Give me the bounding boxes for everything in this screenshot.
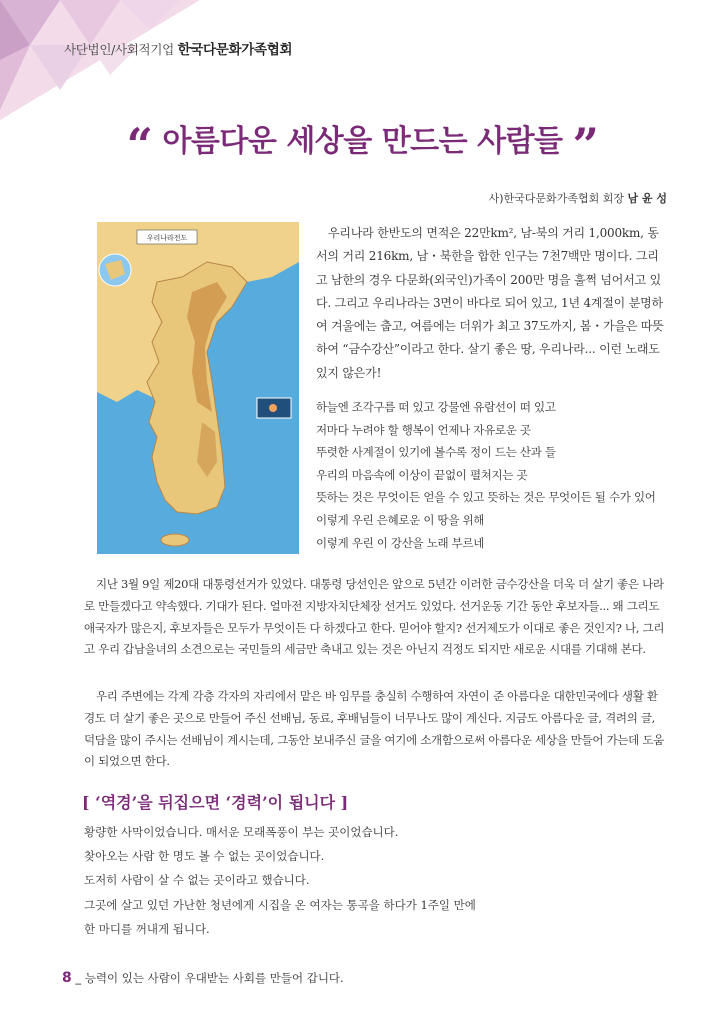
korea-map-image <box>97 222 299 554</box>
author-name: 남 윤 성 <box>627 192 667 205</box>
footer-slogan: 능력이 있는 사람이 우대받는 사회를 만들어 갑니다. <box>84 971 344 985</box>
open-quote-mark: “ <box>126 118 153 172</box>
lyric-line: 하늘엔 조각구름 떠 있고 강물엔 유람선이 떠 있고 <box>316 400 556 414</box>
header-decoration <box>0 0 200 120</box>
map-title: 우리나라전도 <box>146 234 188 242</box>
article-title-text: 아름다운 세상을 만드는 사람들 <box>162 124 563 159</box>
story-line: 찾아오는 사람 한 명도 볼 수 없는 곳이었습니다. <box>84 849 325 864</box>
section-subheading: [ ‘역경’을 뒤집으면 ‘경력’이 됩니다 ] <box>82 793 349 812</box>
page-number: 8 <box>62 970 72 986</box>
story-lines <box>84 820 476 941</box>
body-paragraph-election: 지난 3월 9일 제20대 대통령선거가 있었다. 대통령 당선인은 앞으로 5년간 이러한 금수강산을 더욱 더 살기 좋은 나라로 만들겠다고 약속했다. 기대가 된다. 얼마전 지방자치단체장 선거도 있었다. 선거운동 기간 동안 후보자들... 왜 그리도 애국자가 많은지, 후보자들은 모두가 무엇이든 다 하겠다고 한다. 믿어야 할지? 선거제도가 이대로 좋은 것인지? 나, 그리고 우리 갑남을녀의 소견으로는 국민들의 세금만 축내고 있는 것은 아닌지 걱정도 되지만 새로운 시대를 기대해 본다. <box>84 577 665 657</box>
intro-paragraph: 우리나라 한반도의 면적은 22만km², 남-북의 거리 1,000km, 동서의 거리 216km, 남・북한을 합한 인구는 7천7백만 명이다. 그리고 남한의 경우 다문화(외국인)가족이 200만 명을 훌쩍 넘어서고 있다. 그리고 우리나라는 3면이 바다로 되어 있고, 1년 4계절이 분명하여 겨울에는 춥고, 여름에는 더위가 최고 37도까지, 봄・가을은 따뜻하여 “금수강산”이라고 한다. 살기 좋은 땅, 우리나라... 이런 노래도 있지 않은가! <box>316 226 664 380</box>
page-footer <box>62 970 344 986</box>
lyric-line: 뚜렷한 사계절이 있기에 볼수록 정이 드는 산과 들 <box>316 445 556 460</box>
organization-name: 한국다문화가족협회 <box>177 42 293 58</box>
article-title <box>0 108 725 172</box>
lyric-line: 저마다 누려야 할 행복이 언제나 자유로운 곳 <box>316 422 531 437</box>
story-line: 황량한 사막이었습니다. 매서운 모래폭풍이 부는 곳이었습니다. <box>84 825 399 839</box>
lyric-line: 우리의 마음속에 이상이 끝없이 펼쳐지는 곳 <box>316 467 528 482</box>
lyric-line: 이렇게 우린 은혜로운 이 땅을 위해 <box>316 512 485 527</box>
close-quote-mark: ” <box>572 118 599 172</box>
story-line: 그곳에 살고 있던 가난한 청년에게 시집을 온 여자는 통곡을 하다가 1주일 만에 <box>84 897 476 912</box>
footer-separator: _ <box>75 971 82 985</box>
organization-header <box>64 38 292 58</box>
organization-prefix: 사단법인/사회적기업 <box>64 42 174 57</box>
lyric-line: 이렇게 우린 이 강산을 노래 부르네 <box>316 535 485 550</box>
body-paragraph-people: 우리 주변에는 각계 각층 각자의 자리에서 맡은 바 임무를 충실히 수행하여 자연이 준 아름다운 대한민국에다 생활 환경도 더 살기 좋은 곳으로 만들어 주신 선배님, 동료, 후배님들이 너무나도 많이 계신다. 지금도 아름다운 글, 격려의 글, 덕담을 많이 주시는 선배님이 계시는데, 그동안 보내주신 글을 여기에 소개함으로써 아름다운 세상을 만들어 가는데 도움이 되었으면 한다. <box>84 689 664 769</box>
lyric-line: 뜻하는 것은 무엇이든 얻을 수 있고 뜻하는 것은 무엇이든 될 수가 있어 <box>316 490 656 505</box>
story-line: 도저히 사람이 살 수 없는 곳이라고 했습니다. <box>84 873 310 888</box>
author-line <box>489 190 667 206</box>
song-lyrics <box>316 396 668 554</box>
story-line: 한 마디를 꺼내게 됩니다. <box>84 921 210 936</box>
author-position: 사)한국다문화가족협회 회장 <box>488 192 624 205</box>
